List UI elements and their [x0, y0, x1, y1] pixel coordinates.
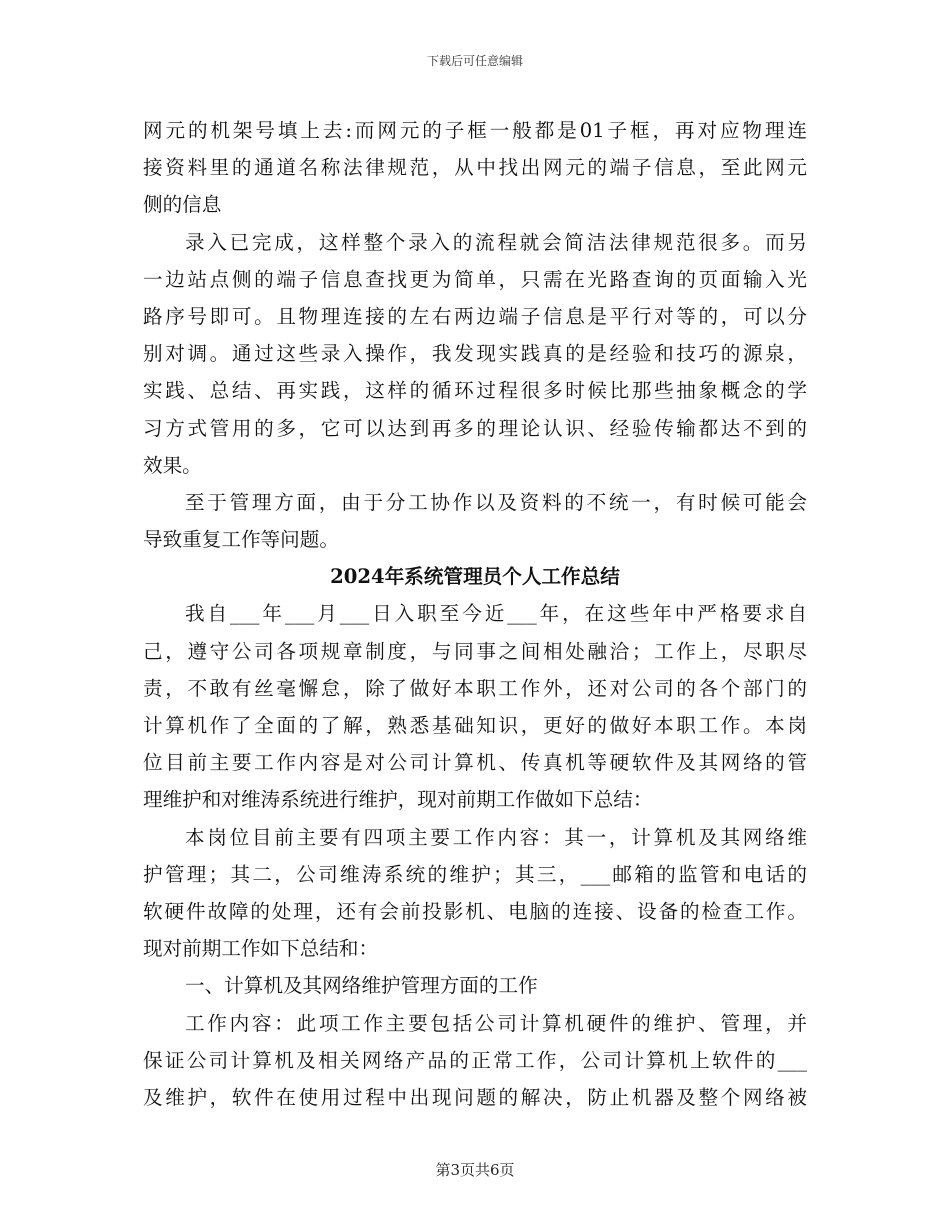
text-line: 软硬件故障的处理，还有会前投影机、电脑的连接、设备的检查工作。: [143, 899, 807, 923]
text-line: 计算机作了全面的了解，熟悉基础知识，更好的做好本职工作。本岗: [143, 714, 807, 737]
text-line: 及维护，软件在使用过程中出现问题的解决，防止机器及整个网络被: [143, 1085, 807, 1109]
text-line: 己，遵守公司各项规章制度，与同事之间相处融洽；工作上，尽职尽: [143, 639, 807, 663]
text-line: 至于管理方面，由于分工协作以及资料的不统一，有时候可能会: [185, 490, 807, 514]
page-header: 下载后可任意编辑: [426, 54, 523, 68]
text-line: 保证公司计算机及相关网络产品的正常工作，公司计算机上软件的___: [143, 1048, 807, 1072]
text-line: 一、计算机及其网络维护管理方面的工作: [185, 974, 538, 998]
text-line: 护管理；其二，公司维涛系统的维护；其三，___邮箱的监管和电话的: [143, 862, 807, 886]
text-line: 工作内容：此项工作主要包括公司计算机硬件的维护、管理，并: [185, 1011, 807, 1035]
text-line: 位目前主要工作内容是对公司计算机、传真机等硬软件及其网络的管: [143, 751, 807, 775]
text-line: 网元的机架号填上去:而网元的子框一般都是01子框，再对应物理连: [143, 119, 807, 142]
text-line: 实践、总结、再实践，这样的循环过程很多时候比那些抽象概念的学: [143, 379, 807, 403]
text-line: 别对调。通过这些录入操作，我发现实践真的是经验和技巧的源泉，: [143, 342, 807, 366]
text-line: 导致重复工作等问题。: [143, 528, 339, 552]
document-body: [143, 112, 807, 1116]
section-title: 2024年系统管理员个人工作总结: [330, 565, 620, 589]
page-footer: 第3页共6页: [435, 1161, 515, 1179]
text-line: 接资料里的通道名称法律规范，从中找出网元的端子信息，至此网元: [143, 156, 807, 180]
text-line: 我自___年___月___日入职至今近___年，在这些年中严格要求自: [185, 602, 807, 626]
text-line: 现对前期工作如下总结和：: [143, 937, 379, 961]
text-line: 录入已完成，这样整个录入的流程就会简洁法律规范很多。而另: [185, 230, 807, 254]
text-line: 效果。: [143, 453, 202, 477]
text-line: 路序号即可。且物理连接的左右两边端子信息是平行对等的，可以分: [143, 304, 807, 328]
text-line: 习方式管用的多，它可以达到再多的理论认识、经验传输都达不到的: [143, 416, 807, 440]
text-line: 理维护和对维涛系统进行维护，现对前期工作做如下总结：: [143, 788, 653, 812]
text-line: 责，不敢有丝毫懈怠，除了做好本职工作外，还对公司的各个部门的: [143, 676, 807, 700]
text-line: 一边站点侧的端子信息查找更为简单，只需在光路查询的页面输入光: [143, 267, 807, 291]
text-line: 本岗位目前主要有四项主要工作内容：其一，计算机及其网络维: [185, 825, 807, 849]
text-line: 侧的信息: [143, 193, 222, 217]
